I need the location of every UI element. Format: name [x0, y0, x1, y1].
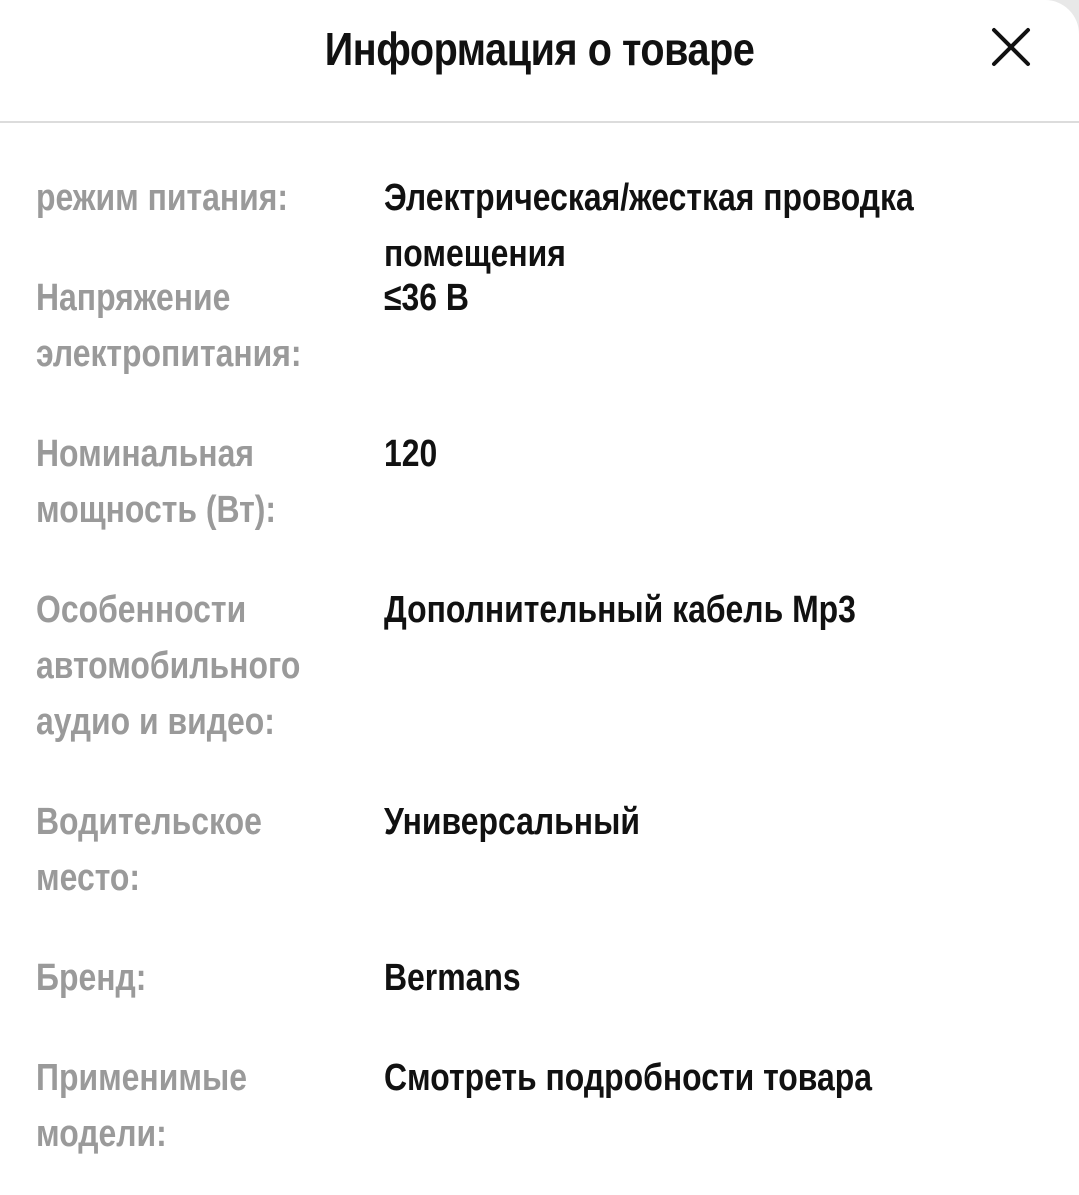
sheet-title: Информация о товаре — [324, 23, 755, 75]
close-button[interactable] — [986, 22, 1036, 72]
spec-label: Номинальная мощность (Вт): — [36, 433, 277, 531]
spec-list — [0, 170, 1079, 1195]
spec-value-text: Дополнительный кабель Mp3 — [384, 589, 856, 631]
view-product-details-link[interactable] — [384, 1050, 947, 1106]
spec-value-text: Электрическая/жесткая проводка помещения — [384, 177, 914, 275]
spec-row-power-mode — [0, 170, 1079, 275]
spec-row-brand — [0, 950, 1079, 1006]
spec-value-text: Bermans — [384, 957, 521, 999]
spec-row-applicable-models — [0, 1050, 1079, 1162]
spec-label: Водительское место: — [36, 801, 262, 899]
spec-value — [384, 794, 947, 850]
spec-label: режим питания: — [36, 177, 289, 219]
sheet-header — [0, 0, 1079, 123]
spec-value-text: Универсальный — [384, 801, 640, 843]
spec-value — [384, 170, 947, 282]
spec-row-driver-seat — [0, 794, 1079, 906]
spec-value — [384, 270, 947, 326]
spec-value-text: 120 — [384, 433, 438, 475]
spec-row-voltage — [0, 270, 1079, 382]
spec-value — [384, 950, 947, 1006]
spec-row-power — [0, 426, 1079, 538]
spec-label: Бренд: — [36, 957, 147, 999]
spec-value-text: ≤36 В — [384, 277, 469, 319]
spec-label: Применимые модели: — [36, 1057, 247, 1155]
spec-value-text: Смотреть подробности товара — [384, 1057, 873, 1099]
close-icon — [986, 22, 1036, 72]
spec-label: Особенности автомобильного аудио и видео: — [36, 589, 301, 743]
spec-value — [384, 426, 947, 482]
spec-label: Напряжение электропитания: — [36, 277, 302, 375]
spec-row-audio-features — [0, 582, 1079, 750]
spec-value — [384, 582, 947, 638]
